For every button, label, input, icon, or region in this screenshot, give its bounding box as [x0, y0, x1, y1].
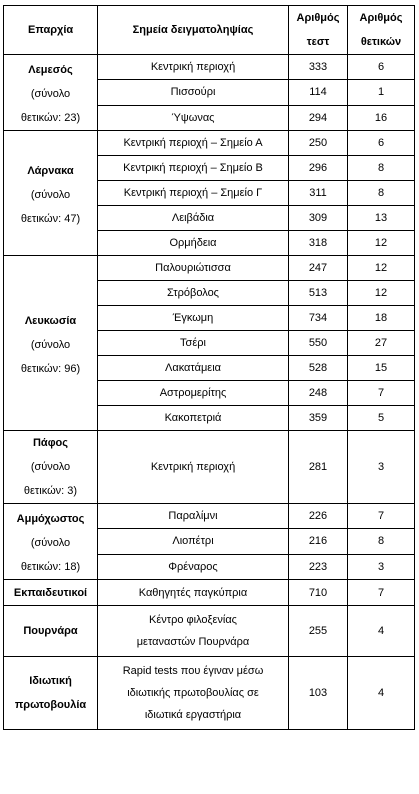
site-cell: Κεντρική περιοχή – Σημείο Β — [98, 156, 289, 181]
region-total: (σύνολο — [30, 88, 71, 100]
region-total: θετικών: 18) — [20, 561, 81, 573]
positives-cell: 3 — [348, 431, 415, 504]
positives-cell: 4 — [348, 657, 415, 730]
positives-cell: 7 — [348, 504, 415, 529]
site-line: Rapid tests που έγιναν μέσω — [122, 665, 264, 677]
positives-cell: 12 — [348, 231, 415, 256]
table-row — [4, 580, 415, 606]
region-cell — [4, 256, 98, 431]
positives-cell: 27 — [348, 331, 415, 356]
region-name: Πουρνάρα — [23, 625, 78, 637]
site-line: Κέντρο φιλοξενίας — [149, 614, 237, 626]
table-body — [4, 6, 415, 730]
site-cell: Αστρομερίτης — [98, 381, 289, 406]
header-positives-line: Αριθμός — [359, 12, 403, 24]
region-total: (σύνολο — [30, 188, 71, 201]
table-row — [4, 55, 415, 80]
tests-cell: 226 — [289, 504, 348, 529]
table-row — [4, 606, 415, 657]
tests-cell: 248 — [289, 381, 348, 406]
region-total: θετικών: 3) — [23, 485, 78, 497]
site-cell: Κεντρική περιοχή – Σημείο Γ — [98, 181, 289, 206]
site-cell: Κακοπετριά — [98, 406, 289, 431]
tests-cell: 550 — [289, 331, 348, 356]
positives-cell: 5 — [348, 406, 415, 431]
positives-cell: 12 — [348, 256, 415, 281]
tests-cell: 216 — [289, 529, 348, 554]
positives-cell: 3 — [348, 554, 415, 579]
site-cell: Λακατάμεια — [98, 356, 289, 381]
table-row — [4, 431, 415, 504]
region-total: (σύνολο — [30, 461, 71, 473]
tests-cell: 247 — [289, 256, 348, 281]
positives-cell: 6 — [348, 131, 415, 156]
positives-cell: 12 — [348, 281, 415, 306]
site-cell: Έγκωμη — [98, 306, 289, 331]
header-tests — [289, 6, 348, 55]
region-cell — [4, 55, 98, 131]
tests-cell: 103 — [289, 657, 348, 730]
positives-cell: 4 — [348, 606, 415, 657]
test-results-table — [3, 5, 415, 730]
positives-cell: 8 — [348, 529, 415, 554]
region-name: Ιδιωτική — [29, 675, 72, 687]
site-cell: Φρέναρος — [98, 554, 289, 579]
positives-cell: 15 — [348, 356, 415, 381]
tests-cell: 311 — [289, 181, 348, 206]
site-line: ιδιωτικά εργαστήρια — [144, 709, 242, 721]
site-cell: Ορμήδεια — [98, 231, 289, 256]
positives-cell: 1 — [348, 80, 415, 105]
header-positives — [348, 6, 415, 55]
site-cell: Λειβάδια — [98, 206, 289, 231]
region-name: Αμμόχωστος — [16, 513, 85, 525]
region-name: Λευκωσία — [24, 314, 77, 327]
region-total: (σύνολο — [30, 537, 71, 549]
table-row — [4, 657, 415, 730]
header-site: Σημεία δειγματοληψίας — [98, 6, 289, 55]
site-cell: Ύψωνας — [98, 105, 289, 130]
site-cell — [98, 580, 289, 606]
positives-cell: 6 — [348, 55, 415, 80]
region-name: πρωτοβουλία — [14, 699, 87, 711]
site-line: Καθηγητές παγκύπρια — [138, 586, 248, 599]
table-row — [4, 504, 415, 529]
tests-cell: 734 — [289, 306, 348, 331]
header-positives-line: θετικών — [360, 36, 402, 48]
tests-cell: 528 — [289, 356, 348, 381]
tests-cell: 513 — [289, 281, 348, 306]
positives-cell: 7 — [348, 580, 415, 606]
positives-cell: 18 — [348, 306, 415, 331]
site-cell: Κεντρική περιοχή — [98, 55, 289, 80]
region-name: Εκπαιδευτικοί — [13, 586, 88, 599]
region-cell — [4, 580, 98, 606]
region-total: θετικών: 96) — [20, 362, 81, 375]
site-cell: Πισσούρι — [98, 80, 289, 105]
region-cell — [4, 431, 98, 504]
tests-cell: 250 — [289, 131, 348, 156]
tests-cell: 710 — [289, 580, 348, 606]
site-line: μεταναστών Πουρνάρα — [136, 636, 250, 648]
site-cell — [98, 606, 289, 657]
region-name: Λάρνακα — [27, 164, 74, 177]
site-cell: Λιοπέτρι — [98, 529, 289, 554]
header-tests-line: τεστ — [306, 36, 330, 48]
region-cell — [4, 504, 98, 580]
tests-cell: 296 — [289, 156, 348, 181]
positives-cell: 7 — [348, 381, 415, 406]
region-total: (σύνολο — [30, 338, 71, 351]
region-name: Πάφος — [32, 437, 68, 449]
table-row — [4, 131, 415, 156]
tests-cell: 333 — [289, 55, 348, 80]
positives-cell: 16 — [348, 105, 415, 130]
site-cell: Παραλίμνι — [98, 504, 289, 529]
site-cell — [98, 657, 289, 730]
region-cell — [4, 606, 98, 657]
header-region: Επαρχία — [4, 6, 98, 55]
site-cell: Στρόβολος — [98, 281, 289, 306]
tests-cell: 318 — [289, 231, 348, 256]
region-cell — [4, 131, 98, 256]
header-tests-line: Αριθμός — [296, 12, 340, 24]
tests-cell: 294 — [289, 105, 348, 130]
tests-cell: 309 — [289, 206, 348, 231]
table-row — [4, 256, 415, 281]
site-cell: Τσέρι — [98, 331, 289, 356]
region-name: Λεμεσός — [28, 64, 73, 76]
region-total: θετικών: 47) — [20, 212, 81, 225]
site-cell: Κεντρική περιοχή – Σημείο Α — [98, 131, 289, 156]
tests-cell: 223 — [289, 554, 348, 579]
tests-cell: 114 — [289, 80, 348, 105]
site-cell: Κεντρική περιοχή — [98, 431, 289, 504]
positives-cell: 13 — [348, 206, 415, 231]
positives-cell: 8 — [348, 181, 415, 206]
region-total: θετικών: 23) — [20, 112, 81, 124]
positives-cell: 8 — [348, 156, 415, 181]
header-row — [4, 6, 415, 55]
region-cell — [4, 657, 98, 730]
tests-cell: 281 — [289, 431, 348, 504]
site-cell: Παλουριώτισσα — [98, 256, 289, 281]
tests-cell: 359 — [289, 406, 348, 431]
tests-cell: 255 — [289, 606, 348, 657]
site-line: ιδιωτικής πρωτοβουλίας σε — [127, 687, 259, 699]
